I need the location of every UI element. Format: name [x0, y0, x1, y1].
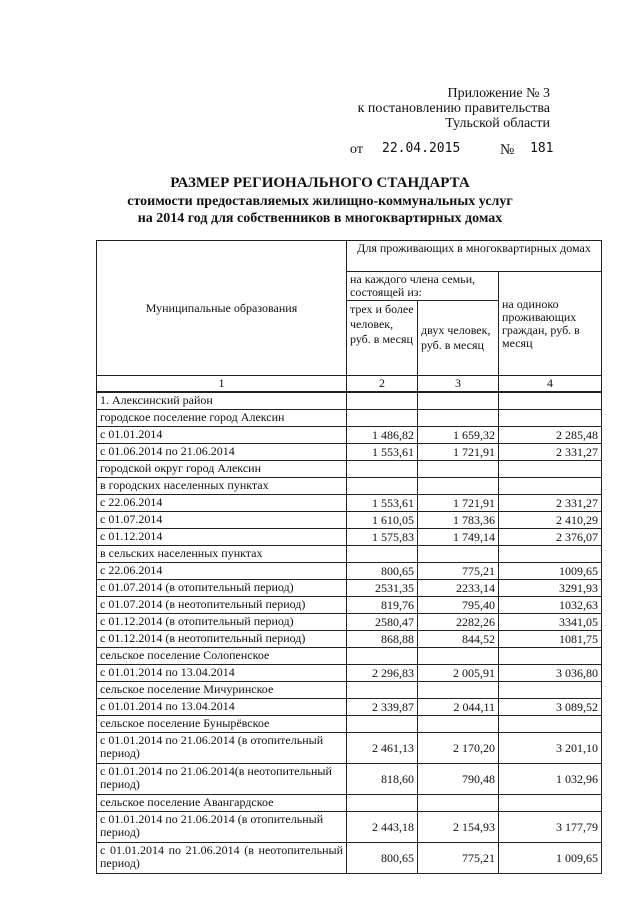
table-row [97, 682, 602, 699]
table-row [97, 733, 602, 764]
table-row [97, 631, 602, 648]
row-value-v3: 2282,26 [418, 614, 499, 631]
table-row [97, 716, 602, 733]
row-value-v2 [347, 410, 418, 427]
row-value-v4: 3 036,80 [499, 665, 602, 682]
row-value-v4 [499, 682, 602, 699]
row-label: с 01.12.2014 (в неотопительный период) [97, 631, 347, 648]
row-value-v3: 2 005,91 [418, 665, 499, 682]
table-row [97, 764, 602, 795]
table-row [97, 478, 602, 495]
appendix-line-1: Приложение № 3 [447, 86, 550, 101]
row-value-v4: 1009,65 [499, 563, 602, 580]
header-municipal: Муниципальные образования [97, 241, 347, 376]
row-label: с 01.01.2014 по 21.06.2014 (в неотопительный период) [97, 843, 347, 874]
row-value-v4: 1 032,96 [499, 764, 602, 795]
table-row [97, 427, 602, 444]
row-value-v4 [499, 648, 602, 665]
table-row [97, 512, 602, 529]
row-value-v4 [499, 478, 602, 495]
title-line-2: стоимости предоставляемых жилищно-коммунальных услуг [127, 194, 513, 209]
header-group: Для проживающих в многоквартирных домах [347, 241, 602, 272]
title-line-1: РАЗМЕР РЕГИОНАЛЬНОГО СТАНДАРТА [170, 175, 470, 191]
table-row [97, 614, 602, 631]
row-value-v3: 1 721,91 [418, 444, 499, 461]
row-value-v3: 790,48 [418, 764, 499, 795]
row-label: с 01.01.2014 по 13.04.2014 [97, 699, 347, 716]
order-date-label: от [350, 142, 363, 157]
table-row [97, 392, 602, 410]
row-value-v3: 1 783,36 [418, 512, 499, 529]
row-label: сельское поселение Бунырёвское [97, 716, 347, 733]
row-value-v2: 1 553,61 [347, 495, 418, 512]
row-value-v2: 800,65 [347, 843, 418, 874]
row-value-v4 [499, 716, 602, 733]
row-value-v2 [347, 478, 418, 495]
index-cell-2: 2 [347, 376, 418, 393]
row-label: с 01.07.2014 [97, 512, 347, 529]
row-value-v3 [418, 546, 499, 563]
row-value-v2: 1 610,05 [347, 512, 418, 529]
row-value-v3: 1 659,32 [418, 427, 499, 444]
table-row [97, 843, 602, 874]
row-value-v4: 3 177,79 [499, 812, 602, 843]
row-value-v3: 2 154,93 [418, 812, 499, 843]
row-value-v4: 2 331,27 [499, 444, 602, 461]
appendix-block [300, 86, 550, 131]
table-row [97, 529, 602, 546]
standard-table [96, 240, 602, 874]
appendix-line-3: Тульской области [445, 116, 550, 131]
row-value-v4: 3 201,10 [499, 733, 602, 764]
row-value-v3 [418, 648, 499, 665]
row-value-v4: 1 009,65 [499, 843, 602, 874]
row-label: с 01.12.2014 (в отопительный период) [97, 614, 347, 631]
row-value-v2 [347, 795, 418, 812]
row-label: с 01.07.2014 (в отопительный период) [97, 580, 347, 597]
row-label: с 22.06.2014 [97, 495, 347, 512]
row-value-v4: 2 410,29 [499, 512, 602, 529]
row-value-v2: 2 461,13 [347, 733, 418, 764]
row-label: с 01.01.2014 по 21.06.2014(в неотопительный период) [97, 764, 347, 795]
row-value-v3: 2 170,20 [418, 733, 499, 764]
row-value-v2: 1 486,82 [347, 427, 418, 444]
row-value-v3: 795,40 [418, 597, 499, 614]
row-value-v3 [418, 716, 499, 733]
header-three-more: трех и более человек, руб. в месяц [347, 301, 418, 376]
row-value-v4 [499, 461, 602, 478]
title-line-3: на 2014 год для собственников в многоквартирных домах [137, 211, 503, 226]
row-label: сельское поселение Авангардское [97, 795, 347, 812]
row-value-v2: 819,76 [347, 597, 418, 614]
index-cell-3: 3 [418, 376, 499, 393]
row-label: с 01.01.2014 [97, 427, 347, 444]
table-row [97, 563, 602, 580]
row-value-v2: 800,65 [347, 563, 418, 580]
row-label: в городских населенных пунктах [97, 478, 347, 495]
table-row [97, 580, 602, 597]
header-per-member: на каждого члена семьи, состоящей из: [347, 272, 499, 301]
table-row [97, 461, 602, 478]
row-value-v2: 2531,35 [347, 580, 418, 597]
row-value-v3 [418, 478, 499, 495]
row-value-v2 [347, 648, 418, 665]
row-value-v2: 2 296,83 [347, 665, 418, 682]
row-value-v4: 2 376,07 [499, 529, 602, 546]
row-label: с 01.12.2014 [97, 529, 347, 546]
table-row [97, 444, 602, 461]
row-value-v2: 2 443,18 [347, 812, 418, 843]
row-label: с 22.06.2014 [97, 563, 347, 580]
row-value-v3: 844,52 [418, 631, 499, 648]
row-value-v4: 3291,93 [499, 580, 602, 597]
row-value-v3 [418, 392, 499, 410]
row-label: с 01.01.2014 по 21.06.2014 (в отопительный период) [97, 812, 347, 843]
appendix-line-2: к постановлению правительства [357, 101, 550, 116]
table-row [97, 410, 602, 427]
row-label: с 01.01.2014 по 13.04.2014 [97, 665, 347, 682]
row-value-v2: 2580,47 [347, 614, 418, 631]
table-row [97, 648, 602, 665]
order-number: 181 [530, 141, 554, 156]
row-value-v4 [499, 546, 602, 563]
row-value-v2 [347, 461, 418, 478]
index-cell-4: 4 [499, 376, 602, 393]
order-date: 22.04.2015 [382, 141, 461, 156]
table-row [97, 665, 602, 682]
row-value-v4 [499, 795, 602, 812]
document-title [0, 174, 640, 227]
row-value-v3: 2233,14 [418, 580, 499, 597]
row-value-v2: 868,88 [347, 631, 418, 648]
row-value-v2: 818,60 [347, 764, 418, 795]
header-single: на одиноко проживающих граждан, руб. в месяц [499, 272, 602, 376]
row-value-v3: 2 044,11 [418, 699, 499, 716]
row-value-v2: 1 553,61 [347, 444, 418, 461]
row-label: в сельских населенных пунктах [97, 546, 347, 563]
order-number-sign: № [500, 142, 515, 158]
row-value-v3 [418, 461, 499, 478]
row-value-v2 [347, 682, 418, 699]
row-value-v4 [499, 410, 602, 427]
row-value-v2: 2 339,87 [347, 699, 418, 716]
row-value-v3: 1 749,14 [418, 529, 499, 546]
row-value-v4: 2 285,48 [499, 427, 602, 444]
row-label: с 01.07.2014 (в неотопительный период) [97, 597, 347, 614]
index-cell-1: 1 [97, 376, 347, 393]
row-value-v4 [499, 392, 602, 410]
table-row [97, 597, 602, 614]
row-value-v3 [418, 795, 499, 812]
row-value-v2 [347, 392, 418, 410]
table-row [97, 699, 602, 716]
row-value-v4: 3 089,52 [499, 699, 602, 716]
row-value-v4: 1081,75 [499, 631, 602, 648]
row-label: городской округ город Алексин [97, 461, 347, 478]
row-value-v3: 775,21 [418, 563, 499, 580]
row-value-v2 [347, 716, 418, 733]
order-reference [350, 141, 560, 159]
table-row [97, 546, 602, 563]
row-label: 1. Алексинский район [97, 392, 347, 410]
row-value-v3 [418, 410, 499, 427]
table-row [97, 495, 602, 512]
row-value-v3: 1 721,91 [418, 495, 499, 512]
row-label: сельское поселение Солопенское [97, 648, 347, 665]
row-label: с 01.06.2014 по 21.06.2014 [97, 444, 347, 461]
row-value-v3 [418, 682, 499, 699]
row-label: городское поселение город Алексин [97, 410, 347, 427]
row-label: сельское поселение Мичуринское [97, 682, 347, 699]
row-value-v3: 775,21 [418, 843, 499, 874]
row-value-v4: 2 331,27 [499, 495, 602, 512]
table-row [97, 795, 602, 812]
table-row [97, 812, 602, 843]
index-row [97, 376, 602, 393]
row-label: с 01.01.2014 по 21.06.2014 (в отопительный период) [97, 733, 347, 764]
row-value-v4: 1032,63 [499, 597, 602, 614]
row-value-v2: 1 575,83 [347, 529, 418, 546]
row-value-v2 [347, 546, 418, 563]
header-two: двух человек, руб. в месяц [418, 301, 499, 376]
row-value-v4: 3341,05 [499, 614, 602, 631]
